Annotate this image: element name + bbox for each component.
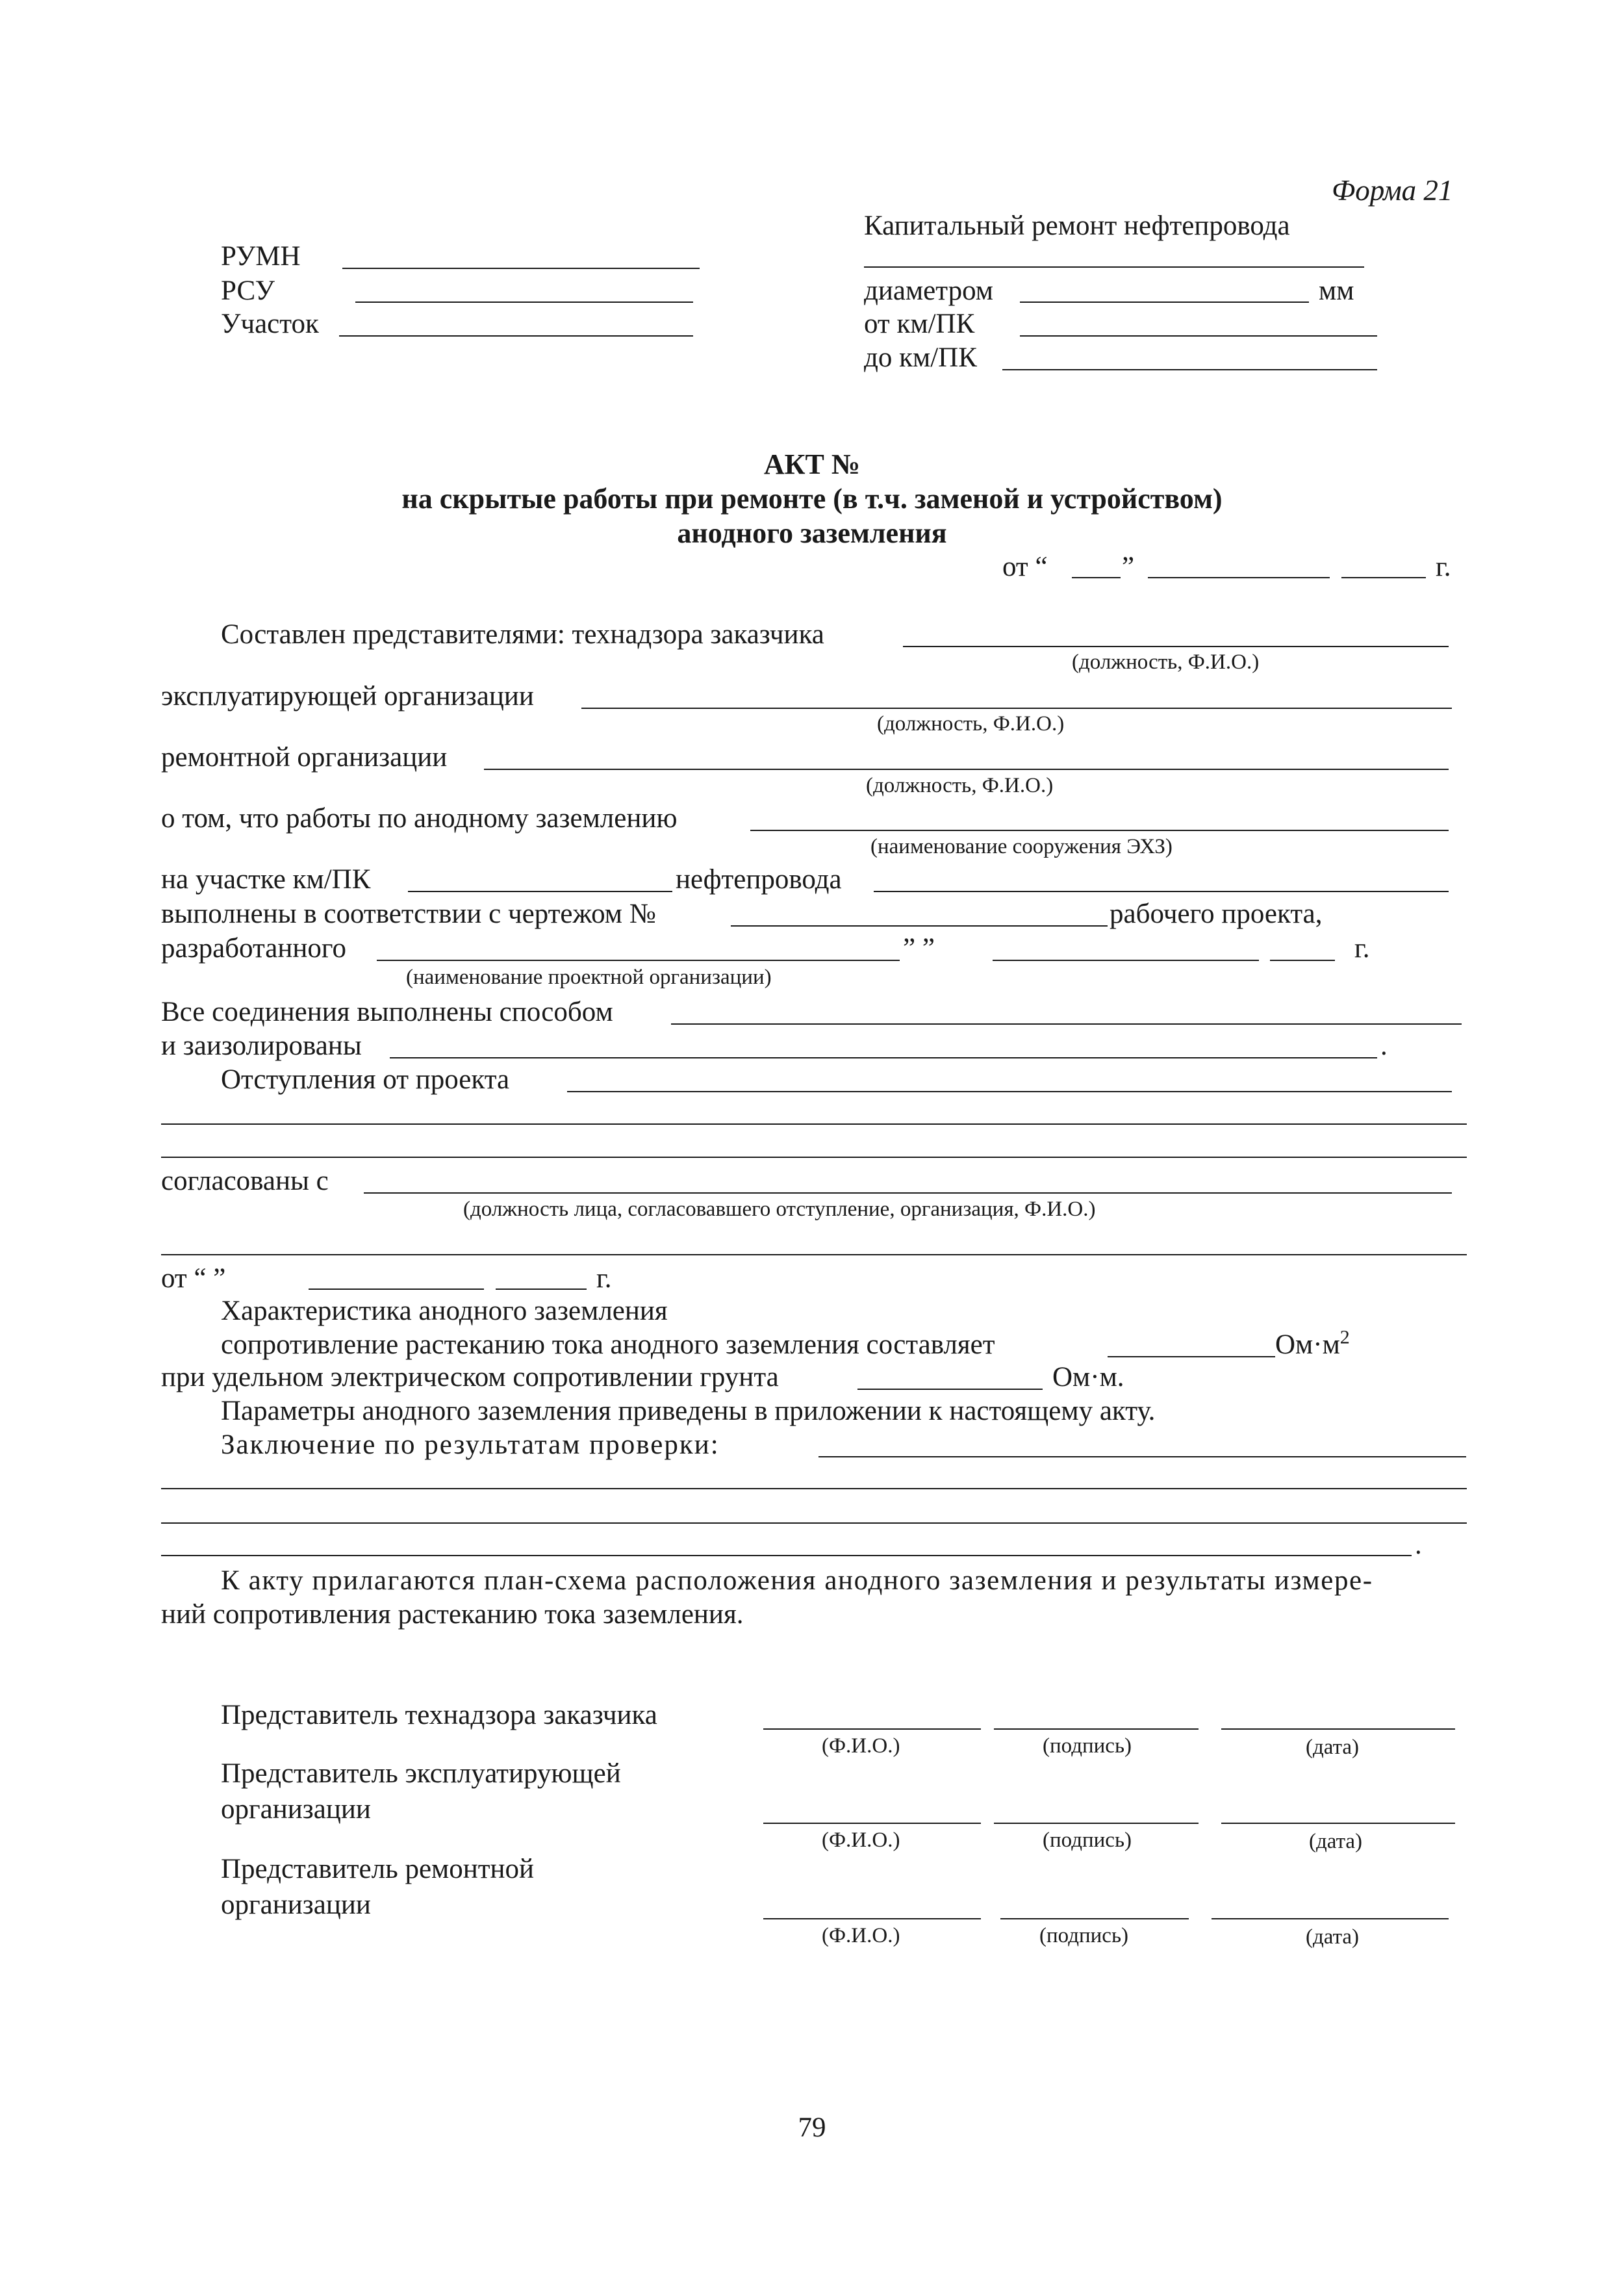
resistance-label: сопротивление растеканию тока анодного заземления составляет: [221, 1329, 995, 1360]
rep-customer-signature-field[interactable]: [994, 1728, 1199, 1730]
soil-label: при удельном электрическом сопротивлении грунта: [161, 1362, 779, 1392]
to-km-label: до км/ПК: [864, 342, 977, 373]
diameter-field[interactable]: [1020, 301, 1309, 303]
rep-repair-label-1: Представитель ремонтной: [221, 1854, 535, 1884]
developed-year-suffix: г.: [1354, 933, 1370, 964]
from-km-label: от км/ПК: [864, 309, 975, 339]
section-km-field[interactable]: [408, 891, 672, 892]
project-org-field[interactable]: [377, 960, 900, 961]
from-month-field[interactable]: [309, 1288, 484, 1290]
conclusion-field-4[interactable]: [161, 1555, 1412, 1556]
operating-org-caption: (должность, Ф.И.О.): [877, 712, 1065, 736]
rep-customer-label: Представитель технадзора заказчика: [221, 1700, 657, 1730]
diameter-label: диаметром: [864, 276, 993, 306]
project-org-caption: (наименование проектной организации): [406, 966, 772, 989]
developed-year-field[interactable]: [1270, 960, 1335, 961]
rep-repair-date-field[interactable]: [1212, 1918, 1449, 1919]
works-about-field[interactable]: [750, 830, 1449, 831]
rep-customer-fio-caption: (Ф.И.О.): [822, 1734, 900, 1758]
act-subtitle-1: на скрытые работы при ремонте (в т.ч. заменой и устройством): [401, 483, 1223, 515]
characteristic-label: Характеристика анодного заземления: [221, 1296, 668, 1326]
pipeline-name-field[interactable]: [864, 266, 1364, 268]
rep-operating-fio-caption: (Ф.И.О.): [822, 1828, 900, 1852]
repair-org-label: ремонтной организации: [161, 742, 448, 773]
act-title: АКТ №: [763, 448, 861, 480]
customer-rep-caption: (должность, Ф.И.О.): [1072, 650, 1260, 674]
works-about-label: о том, что работы по анодному заземлению: [161, 803, 678, 834]
repair-org-caption: (должность, Ф.И.О.): [866, 774, 1054, 797]
work-project-label: рабочего проекта,: [1110, 899, 1323, 929]
rep-repair-signature-field[interactable]: [1000, 1918, 1189, 1919]
deviations-label: Отступления от проекта: [221, 1064, 510, 1095]
rep-operating-signature-caption: (подпись): [1043, 1828, 1132, 1852]
uchastok-label: Участок: [221, 309, 319, 339]
from-date-label: от “ ”: [161, 1263, 226, 1294]
act-year-suffix: г.: [1436, 552, 1451, 582]
soil-unit: Ом·м.: [1052, 1362, 1124, 1392]
composed-label: Составлен представителями: технадзора заказчика: [221, 619, 824, 650]
from-year-field[interactable]: [496, 1288, 587, 1290]
page-number: 79: [798, 2112, 826, 2143]
rumn-label: РУМН: [221, 241, 301, 272]
insulated-label: и заизолированы: [161, 1031, 362, 1061]
act-date-close-quote: ”: [1122, 552, 1135, 582]
rep-customer-fio-field[interactable]: [763, 1728, 981, 1730]
act-date-prefix: от “: [1002, 552, 1048, 582]
rep-operating-signature-field[interactable]: [994, 1823, 1199, 1824]
rep-customer-date-caption: (дата): [1306, 1736, 1360, 1759]
act-subtitle-2: анодного заземления: [677, 517, 947, 549]
params-text: Параметры анодного заземления приведены в приложении к настоящему акту.: [221, 1396, 1156, 1426]
rep-operating-fio-field[interactable]: [763, 1823, 981, 1824]
deviations-field-1[interactable]: [567, 1091, 1452, 1092]
pipeline-label: нефтепровода: [676, 864, 842, 895]
rep-repair-signature-caption: (подпись): [1039, 1924, 1128, 1947]
conclusion-dot: .: [1415, 1530, 1422, 1560]
connections-field[interactable]: [671, 1023, 1462, 1025]
operating-org-field[interactable]: [581, 708, 1452, 709]
resistance-field[interactable]: [1108, 1356, 1275, 1357]
section-km-label: на участке км/ПК: [161, 864, 371, 895]
to-km-field[interactable]: [1002, 369, 1377, 370]
deviations-field-3[interactable]: [161, 1157, 1467, 1158]
rep-customer-signature-caption: (подпись): [1043, 1734, 1132, 1758]
deviations-field-2[interactable]: [161, 1123, 1467, 1125]
conclusion-field-1[interactable]: [818, 1456, 1466, 1457]
structure-name-caption: (наименование сооружения ЭХЗ): [870, 835, 1173, 858]
from-km-field[interactable]: [1020, 335, 1377, 337]
attached-text-1: К акту прилагаются план-схема расположения анодного заземления и результаты измере-: [221, 1565, 1373, 1596]
rep-customer-date-field[interactable]: [1221, 1728, 1455, 1730]
soil-field[interactable]: [857, 1389, 1043, 1390]
rep-operating-label-2: организации: [221, 1794, 371, 1825]
insulated-dot: .: [1380, 1031, 1388, 1061]
developed-month-field[interactable]: [993, 960, 1259, 961]
repair-org-field[interactable]: [484, 769, 1449, 770]
rsu-label: РСУ: [221, 276, 275, 306]
drawing-label: выполнены в соответствии с чертежом №: [161, 899, 656, 929]
developed-label: разработанного: [161, 933, 346, 964]
agreed-with-label: согласованы с: [161, 1166, 329, 1196]
rep-repair-fio-field[interactable]: [763, 1918, 981, 1919]
developed-quotes: ” ”: [903, 933, 935, 964]
attached-text-2: ний сопротивления растеканию тока заземления.: [161, 1599, 744, 1630]
resistance-unit: [1275, 1326, 1350, 1361]
agreed-with-caption: (должность лица, согласовавшего отступление, организация, Ф.И.О.): [463, 1198, 1096, 1221]
repair-title: Капитальный ремонт нефтепровода: [864, 211, 1290, 241]
pipeline-field[interactable]: [874, 891, 1449, 892]
rep-repair-fio-caption: (Ф.И.О.): [822, 1924, 900, 1947]
agreed-with-field[interactable]: [364, 1192, 1452, 1194]
rep-operating-date-field[interactable]: [1221, 1823, 1455, 1824]
mm-unit: мм: [1319, 276, 1354, 306]
rep-operating-label-1: Представитель эксплуатирующей: [221, 1758, 621, 1789]
conclusion-field-3[interactable]: [161, 1522, 1467, 1524]
rep-repair-date-caption: (дата): [1306, 1925, 1360, 1949]
rep-operating-date-caption: (дата): [1309, 1830, 1363, 1853]
from-year-suffix: г.: [596, 1263, 612, 1294]
conclusion-field-2[interactable]: [161, 1488, 1467, 1489]
rumn-field[interactable]: [342, 268, 700, 269]
connections-label: Все соединения выполнены способом: [161, 997, 613, 1027]
operating-org-label: эксплуатирующей организации: [161, 681, 534, 712]
act-day-field[interactable]: [1072, 577, 1121, 578]
conclusion-label: Заключение по результатам проверки:: [221, 1429, 720, 1460]
resistance-unit-exponent: 2: [1339, 1326, 1350, 1348]
act-month-field[interactable]: [1148, 577, 1330, 578]
rep-repair-label-2: организации: [221, 1890, 371, 1920]
drawing-number-field[interactable]: [731, 925, 1108, 927]
form-label: Форма 21: [1332, 174, 1453, 207]
resistance-unit-text: Ом·м: [1275, 1329, 1340, 1360]
insulated-field[interactable]: [390, 1057, 1377, 1058]
agreed-with-field-2[interactable]: [161, 1254, 1467, 1255]
rsu-field[interactable]: [355, 301, 693, 303]
act-year-field[interactable]: [1341, 577, 1426, 578]
customer-rep-field[interactable]: [903, 646, 1449, 647]
uchastok-field[interactable]: [339, 335, 693, 337]
